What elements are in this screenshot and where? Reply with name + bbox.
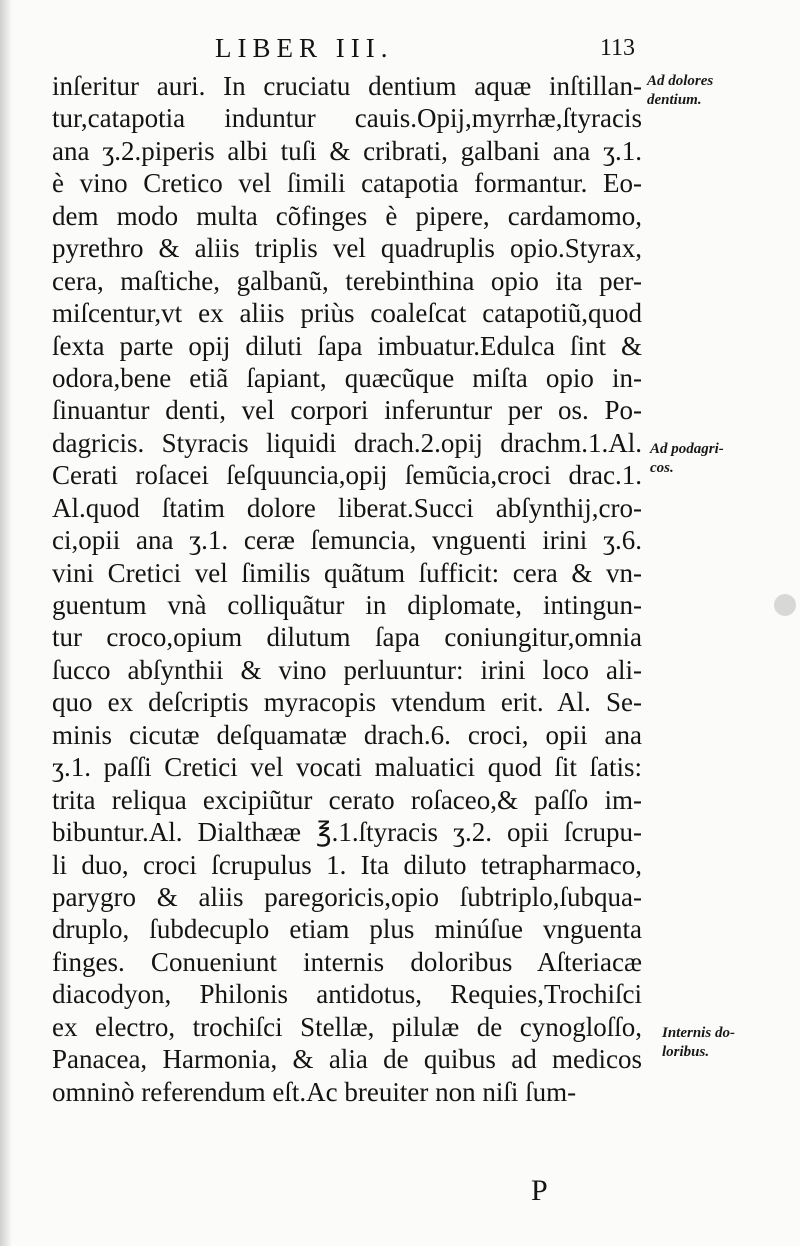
marginal-note-gout [650,440,724,478]
text-line: ſinuantur denti, vel corpori inferuntur per os. Po- [52,395,642,426]
marginal-note-line: Ad podagri- [650,441,724,457]
page-edge-shadow [0,0,12,1246]
text-line: druplo, ſubdecuplo etiam plus minúſue vnguenta [52,914,642,945]
text-line: Panacea, Harmonia, & alia de quibus ad medicos [52,1044,642,1075]
text-line: ana ʒ.2.piperis albi tuſi & cribrati, galbani ana ʒ.1. [52,135,642,166]
text-line: Al.quod ſtatim dolore liberat.Succi abſynthij,cro- [52,492,642,523]
text-line: ci,opii ana ʒ.1. ceræ ſemuncia, vnguenti irini ʒ.6. [52,525,642,556]
text-line: inſeritur auri. In cruciatu dentium aquæ inſtillan- [52,71,642,101]
text-line: vini Cretici vel ſimilis quãtum ſufficit: cera & vn- [52,557,642,588]
text-line: finges. Conueniunt internis doloribus Aſteriacæ [52,946,642,977]
text-line: tur,catapotia induntur cauis.Opij,myrrhæ,ſtyracis [52,103,642,134]
text-line: è vino Cretico vel ſimili catapotia formantur. Eo- [52,168,642,199]
text-line: ſexta parte opij diluti ſapa imbuatur.Edulca ſint & [52,330,642,361]
text-line: tur croco,opium dilutum ſapa coniungitur,omnia [52,622,642,653]
text-line: trita reliqua excipiũtur cerato roſaceo,& paſſo im- [52,784,642,815]
text-line: Cerati roſacei ſeſquuncia,opij ſemũcia,croci drac.1. [52,460,642,491]
book-title: LIBER III. [215,33,394,63]
text-line: bibuntur.Al. Dialthææ ℥.1.ſtyracis ʒ.2. opii ſcrupu- [52,817,642,848]
text-line: parygro & aliis paregoricis,opio ſubtriplo,ſubqua- [52,881,642,912]
text-line: ʒ.1. paſſi Cretici vel vocati maluatici quod ſit ſatis: [52,752,642,783]
text-line: miſcentur,vt ex aliis priùs coaleſcat catapotiũ,quod [52,298,642,329]
text-line: ſucco abſynthii & vino perluuntur: irini loco ali- [52,654,642,685]
page-number: 113 [599,35,635,61]
text-line: cera, maſtiche, galbanũ, terebinthina opio ita per- [52,265,642,296]
text-line: li duo, croci ſcrupulus 1. Ita diluto tetrapharmaco, [52,849,642,880]
marginal-note-line: cos. [650,460,674,476]
text-line: pyrethro & aliis triplis vel quadruplis opio.Styrax, [52,233,642,264]
text-line: odora,bene etiã ſapiant, quæcũque miſta opio in- [52,362,642,393]
marginal-note-toothache [647,72,713,110]
body-text [52,70,642,1108]
text-line: diacodyon, Philonis antidotus, Requies,Trochiſci [52,979,642,1010]
signature-mark: P [531,1174,548,1207]
text-line: guentum vnà colliquãtur in diplomate, intingun- [52,590,642,620]
text-line: omninò referendum eſt.Ac breuiter non niſi ſum- [52,1076,577,1107]
paper-stain [774,594,796,616]
text-line: dagricis. Styracis liquidi drach.2.opij drachm.1.Al. [52,427,642,458]
text-line: ex electro, trochiſci Stellæ, pilulæ de cynogloſſo, [52,1011,642,1042]
marginal-note-internal-pains [662,1024,735,1062]
text-line: quo ex deſcriptis myracopis vtendum erit. Al. Se- [52,687,642,718]
marginal-note-line: Ad dolores [647,73,714,89]
text-line: minis cicutæ deſquamatæ drach.6. croci, opii ana [52,719,642,750]
running-head [215,30,635,66]
marginal-note-line: dentium. [647,92,702,108]
text-line: dem modo multa cõfinges è pipere, cardamomo, [52,200,642,231]
marginal-note-line: loribus. [662,1044,710,1060]
marginal-note-line: Internis do- [662,1025,735,1041]
